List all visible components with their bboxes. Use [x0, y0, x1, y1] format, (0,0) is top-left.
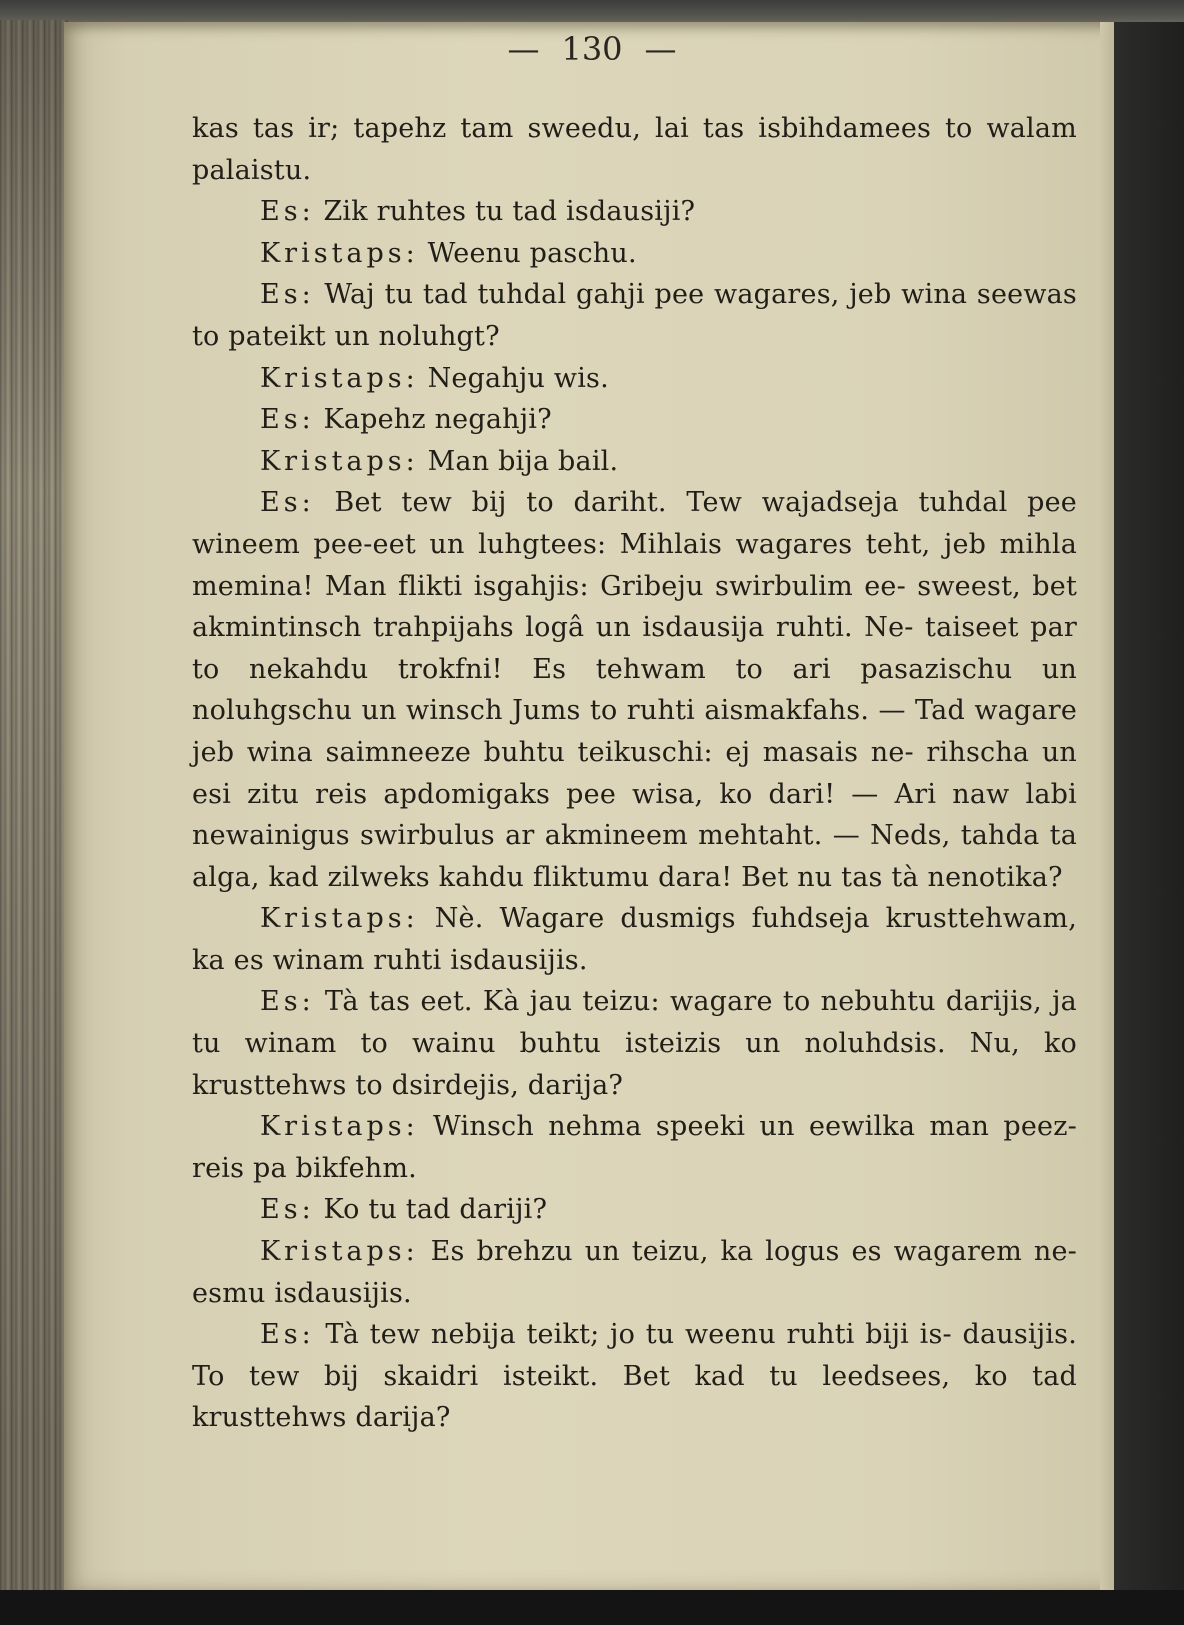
page-number-header: [0, 30, 1184, 68]
speaker-label: Es:: [260, 1319, 315, 1351]
speaker-label: Kristaps:: [260, 1236, 419, 1268]
page-stack-shade: [0, 20, 70, 1590]
paragraph-text: Es brehzu un teizu, ka logus es wagarem ne-esmu isdausijis.: [192, 1236, 1077, 1309]
paragraph-text: Kapehz negahji?: [323, 404, 552, 436]
page-number: 130: [561, 30, 623, 68]
paragraph-text: Tà tew nebija teikt; jo tu weenu ruhti biji is- dausijis. To tew bij skaidri isteikt. Bet kad tu leedsees, ko tad krusttehws darija?: [192, 1319, 1077, 1434]
speaker-label: Es:: [260, 1194, 315, 1226]
scan-right-margin: [1114, 22, 1184, 1625]
paragraph: [192, 274, 1077, 357]
paragraph-text: Waj tu tad tuhdal gahji pee wagares, jeb wina seewas to pateikt un noluhgt?: [192, 279, 1077, 352]
speaker-label: Kristaps:: [260, 445, 419, 477]
speaker-label: Es:: [260, 404, 315, 436]
paragraph: [192, 441, 1077, 483]
speaker-label: Kristaps:: [260, 362, 419, 394]
paragraph: [192, 233, 1077, 275]
paragraph-text: Zik ruhtes tu tad isdausiji?: [323, 196, 696, 228]
paragraph: [192, 108, 1077, 191]
paragraph-text: Tà tas eet. Kà jau teizu: wagare to nebuhtu darijis, ja tu winam to wainu buhtu isteizis un noluhdsis. Nu, ko krusttehws to dsirdejis, darija?: [192, 986, 1077, 1101]
paragraph-text: Negahju wis.: [427, 362, 609, 394]
paragraph: [192, 358, 1077, 400]
paragraph-text: Nè. Wagare dusmigs fuhdseja krusttehwam, ka es winam ruhti isdausijis.: [192, 903, 1077, 976]
speaker-label: Es:: [260, 487, 315, 519]
paragraph: [192, 1189, 1077, 1231]
paragraph: [192, 191, 1077, 233]
paragraph-text: Weenu paschu.: [427, 237, 637, 269]
paragraph: [192, 399, 1077, 441]
paragraph: [192, 1106, 1077, 1189]
paragraph-text: Ko tu tad dariji?: [323, 1194, 548, 1226]
speaker-label: Kristaps:: [260, 1111, 419, 1143]
page-number-dash-left: —: [507, 30, 540, 68]
paragraph-text: kas tas ir; tapehz tam sweedu, lai tas isbihdamees to walam palaistu.: [192, 113, 1077, 186]
speaker-label: Es:: [260, 986, 315, 1018]
speaker-label: Kristaps:: [260, 903, 419, 935]
speaker-label: Es:: [260, 279, 315, 311]
scan-bottom-edge: [0, 1590, 1184, 1625]
paragraph: [192, 1314, 1077, 1439]
body-text: [192, 108, 1077, 1439]
page-number-dash-right: —: [644, 30, 677, 68]
speaker-label: Es:: [260, 196, 315, 228]
paragraph: [192, 981, 1077, 1106]
paragraph-text: Bet tew bij to dariht. Tew wajadseja tuhdal pee wineem pee-eet un luhgtees: Mihlais wagares teht, jeb mihla memina! Man flikti isgahjis: Gribeju swirbulim ee- sweest, bet akmintinsch trahpijahs logâ un isdausija ruhti. Ne- taiseet par to nekahdu trokfni! Es tehwam to ari pasazischu un noluhgschu un winsch Jums to ruhti aismakfahs. — Tad wagare jeb wina saimneeze buhtu teikuschi: ej masais ne- rihscha un esi zitu reis apdomigaks pee wisa, ko dari! — Ari naw labi newainigus swirbulus ar akmineem mehtaht. — Neds, tahda ta alga, kad zilweks kahdu fliktumu dara! Bet nu tas tà nenotika?: [192, 487, 1077, 893]
speaker-label: Kristaps:: [260, 237, 419, 269]
page-right-edge: [1100, 22, 1114, 1590]
paragraph-text: Man bija bail.: [427, 445, 619, 477]
paragraph: [192, 482, 1077, 898]
paragraph-text: Winsch nehma speeki un eewilka man peez- reis pa bikfehm.: [192, 1111, 1077, 1184]
paragraph: [192, 1231, 1077, 1314]
paragraph: [192, 898, 1077, 981]
